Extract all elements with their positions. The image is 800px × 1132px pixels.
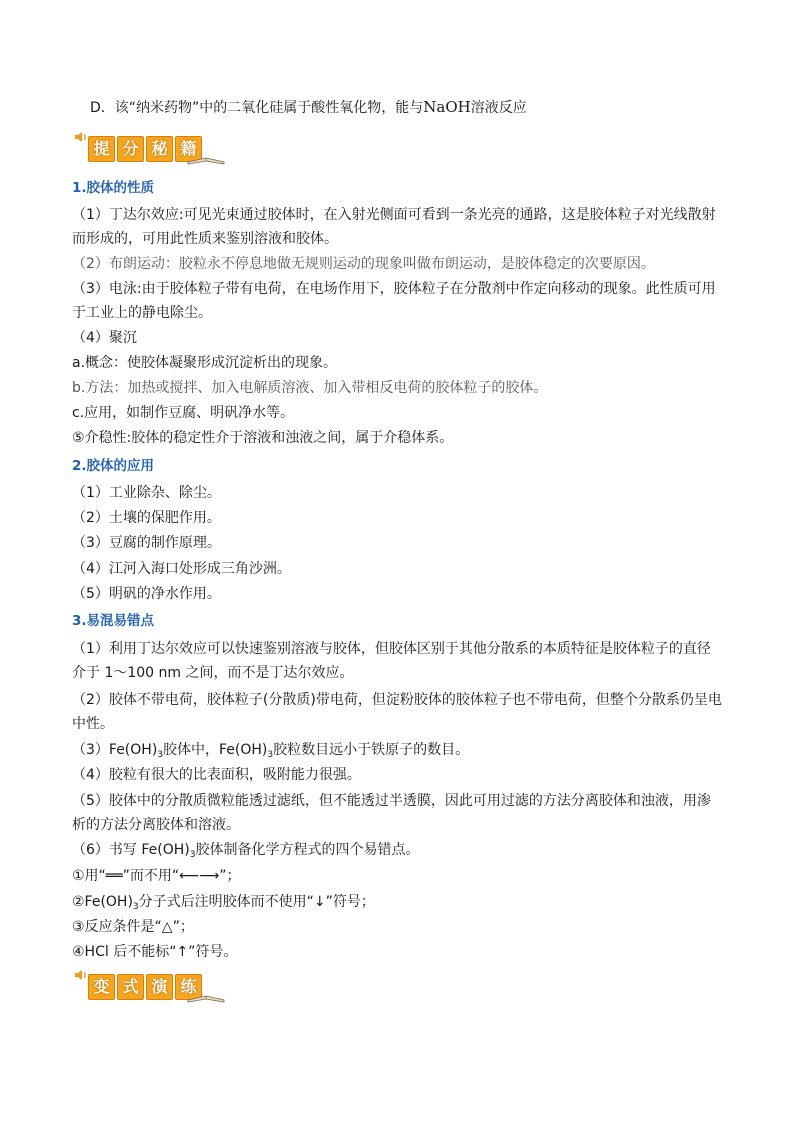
s3-p2-line1: （2）胶体不带电荷，胶体粒子(分散质)带电荷，但淀粉胶体的胶体粒子也不带电荷，但整个分散系仍呈电 xyxy=(72,692,722,708)
s1-p1-line2: 而形成的，可用此性质来鉴别溶液和胶体。 xyxy=(72,231,338,247)
s3-e2 xyxy=(72,892,732,912)
section3-title: 3.易混易错点 xyxy=(72,613,155,629)
subscript-3: 3 xyxy=(189,850,196,860)
s3-p1-line2: 介于 1～100 nm 之间，而不是丁达尔效应。 xyxy=(72,665,354,681)
subscript-3: 3 xyxy=(132,902,139,912)
book-icon xyxy=(186,990,226,1004)
s3-p6 xyxy=(72,840,732,860)
option-d xyxy=(90,97,750,118)
s1-p5: ⑤介稳性:胶体的稳定性介于溶液和浊液之间，属于介稳体系。 xyxy=(72,430,454,446)
s3-e4: ④HCl 后不能标“↑”符号。 xyxy=(72,944,238,960)
banner2-char-1: 变 xyxy=(88,974,115,1000)
subscript-3: 3 xyxy=(267,750,274,760)
s3-p3-part-a: （3）Fe(OH) xyxy=(72,742,158,758)
s3-p5-line2: 析的方法分离胶体和溶液。 xyxy=(72,817,240,833)
s1-b: b.方法：加热或搅拌、加入电解质溶液、加入带相反电荷的胶体粒子的胶体。 xyxy=(72,380,548,396)
banner1-char-2: 分 xyxy=(117,136,144,162)
option-d-end: 溶液反应 xyxy=(470,100,527,116)
s3-p3-part-b: 胶体中，Fe(OH) xyxy=(163,742,268,758)
section2-title: 2.胶体的应用 xyxy=(72,458,155,474)
s2-item-3: （3）豆腐的制作原理。 xyxy=(72,535,221,551)
s3-p4: （4）胶粒有很大的比表面积，吸附能力很强。 xyxy=(72,767,361,783)
section1-title: 1.胶体的性质 xyxy=(72,180,155,196)
s1-p2: （2）布朗运动：胶粒永不停息地做无规则运动的现象叫做布朗运动，是胶体稳定的次要原因。 xyxy=(72,256,655,272)
s3-e3: ③反应条件是“△”； xyxy=(72,919,194,935)
s3-p3-part-c: 胶粒数目远小于铁原子的数目。 xyxy=(273,742,470,758)
s2-item-1: （1）工业除杂、除尘。 xyxy=(72,485,221,501)
banner1-char-3: 秘 xyxy=(146,136,173,162)
s1-p3-line2: 于工业上的静电除尘。 xyxy=(72,305,212,321)
book-icon xyxy=(186,152,226,166)
banner1-char-4: 籍 xyxy=(175,136,202,162)
banner2-char-3: 演 xyxy=(146,974,173,1000)
s3-p5-line1: （5）胶体中的分散质微粒能透过滤纸，但不能透过半透膜，因此可用过滤的方法分离胶体和浊液，用渗 xyxy=(72,793,711,809)
banner2-char-2: 式 xyxy=(117,974,144,1000)
option-d-text: D．该“纳米药物”中的二氧化硅属于酸性氧化物，能与 xyxy=(90,100,424,116)
s3-p2-line2: 中性。 xyxy=(72,716,114,732)
s3-e2-part-b: 分子式后注明胶体而不使用“↓”符号； xyxy=(138,894,375,910)
naoh-formula: NaOH xyxy=(423,98,471,116)
s2-item-5: （5）明矾的净水作用。 xyxy=(72,586,221,602)
speaker-icon xyxy=(74,130,88,144)
speaker-icon xyxy=(74,968,88,982)
s2-item-2: （2）土壤的保肥作用。 xyxy=(72,510,221,526)
banner-bianshi-yanlian xyxy=(74,966,234,1006)
s3-p1-line1: （1）利用丁达尔效应可以快速鉴别溶液与胶体，但胶体区别于其他分散系的本质特征是胶体粒子的直径 xyxy=(72,641,711,657)
banner1-char-1: 提 xyxy=(88,136,115,162)
s3-e2-part-a: ②Fe(OH) xyxy=(72,894,133,910)
banner-tifen-miji xyxy=(74,128,234,168)
banner2-char-4: 练 xyxy=(175,974,202,1000)
s1-p4: （4）聚沉 xyxy=(72,330,137,346)
subscript-3: 3 xyxy=(157,750,164,760)
s3-p3 xyxy=(72,740,732,760)
s1-p1-line1: （1）丁达尔效应:可见光束通过胶体时，在入射光侧面可看到一条光亮的通路，这是胶体粒子对光线散射 xyxy=(72,207,716,223)
s1-c: c.应用，如制作豆腐、明矾净水等。 xyxy=(72,405,295,421)
s1-p3-line1: （3）电泳:由于胶体粒子带有电荷，在电场作用下，胶体粒子在分散剂中作定向移动的现象。此性质可用 xyxy=(72,281,716,297)
s3-e1: ①用“══”而不用“⟵⟶”； xyxy=(72,868,241,884)
s3-p6-part-a: （6）书写 Fe(OH) xyxy=(72,842,190,858)
s1-a: a.概念：使胶体凝聚形成沉淀析出的现象。 xyxy=(72,355,338,371)
s3-p6-part-b: 胶体制备化学方程式的四个易错点。 xyxy=(195,842,420,858)
s2-item-4: （4）江河入海口处形成三角沙洲。 xyxy=(72,561,291,577)
